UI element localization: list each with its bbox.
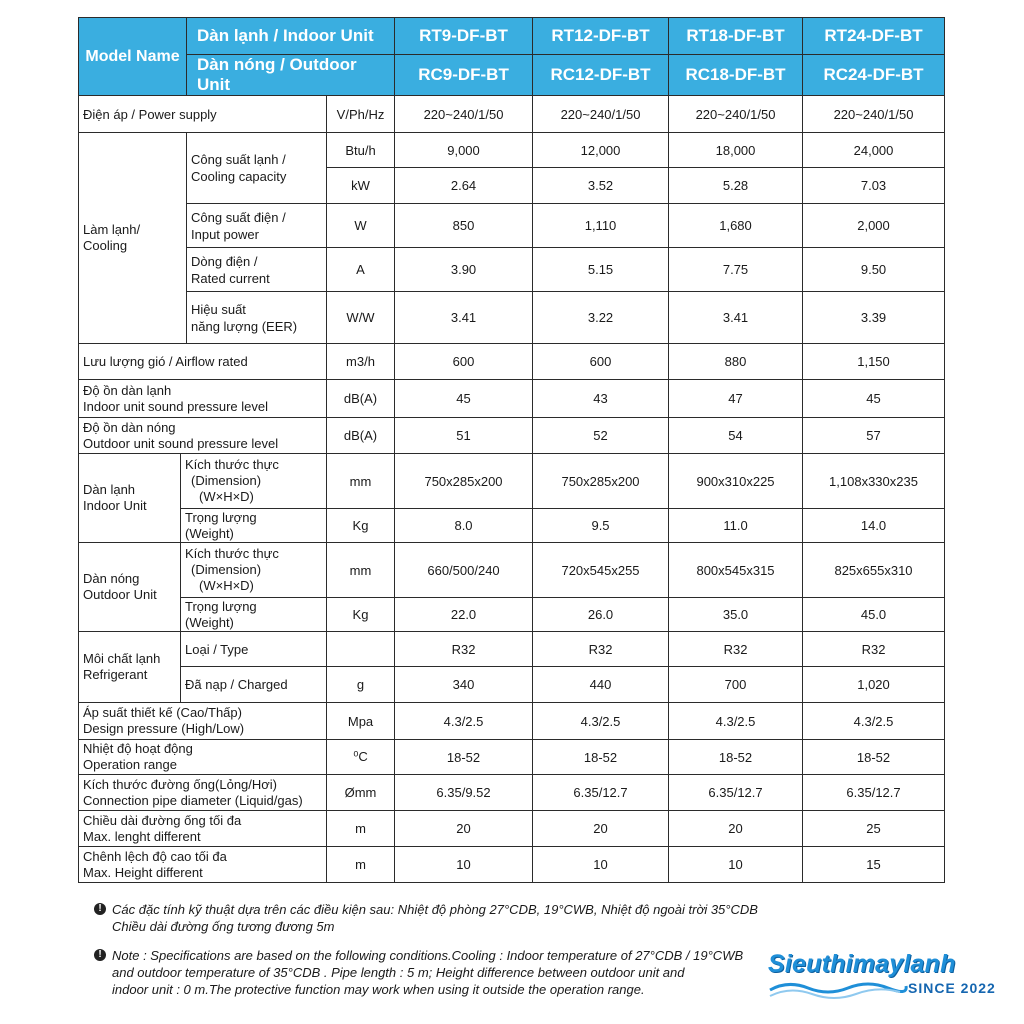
label-line: Môi chất lạnh [83, 651, 161, 666]
cell-value: 880 [669, 344, 803, 380]
cell-value: 3.41 [395, 292, 533, 344]
cell-value: 35.0 [669, 598, 803, 632]
cell-value: 52 [533, 418, 669, 454]
cell-value: 3.22 [533, 292, 669, 344]
indoor-dimension-label [181, 454, 327, 509]
cell-value: 4.3/2.5 [669, 703, 803, 740]
row-airflow [79, 344, 945, 380]
cell-value: 750x285x200 [395, 454, 533, 509]
specification-table [78, 17, 945, 883]
cell-value: 7.75 [669, 248, 803, 292]
label-line: Connection pipe diameter (Liquid/gas) [83, 792, 303, 808]
row-operation-range [79, 740, 945, 775]
indoor-model-4: RT24-DF-BT [803, 18, 945, 55]
label-line: Operation range [83, 757, 177, 772]
row-refrigerant-type [79, 632, 945, 667]
row-outdoor-dimension [79, 543, 945, 598]
label-line: (W×H×D) [199, 578, 254, 593]
cell-value: 10 [533, 847, 669, 883]
cell-value: 6.35/12.7 [669, 775, 803, 811]
unit-m: m [327, 847, 395, 883]
row-power-supply [79, 96, 945, 133]
max-length-label [79, 811, 327, 847]
indoor-model-3: RT18-DF-BT [669, 18, 803, 55]
outdoor-model-4: RC24-DF-BT [803, 55, 945, 96]
operation-range-label [79, 740, 327, 775]
cell-value: 9.5 [533, 509, 669, 543]
cell-value: 4.3/2.5 [395, 703, 533, 740]
cell-value: 10 [669, 847, 803, 883]
unit-dba: dB(A) [327, 380, 395, 418]
label-line: Outdoor Unit [83, 587, 157, 602]
cell-value: 3.39 [803, 292, 945, 344]
cell-value: 4.3/2.5 [803, 703, 945, 740]
cell-value: 20 [395, 811, 533, 847]
unit-btu: Btu/h [327, 133, 395, 168]
cell-value: 20 [533, 811, 669, 847]
cell-value: 3.52 [533, 168, 669, 204]
outdoor-model-1: RC9-DF-BT [395, 55, 533, 96]
cell-value: 24,000 [803, 133, 945, 168]
refrigerant-charged-label: Đã nạp / Charged [181, 667, 327, 703]
label-line: Áp suất thiết kế (Cao/Thấp) [83, 705, 242, 720]
cell-value: 8.0 [395, 509, 533, 543]
label-line: Dàn nóng [83, 571, 140, 586]
row-outdoor-noise [79, 418, 945, 454]
power-supply-unit: V/Ph/Hz [327, 96, 395, 133]
cell-value: 900x310x225 [669, 454, 803, 509]
indoor-unit-group-label [79, 454, 181, 543]
label-line: Công suất lạnh / [191, 152, 286, 167]
cell-value: 12,000 [533, 133, 669, 168]
unit-diameter-mm: Ømm [327, 775, 395, 811]
note-vietnamese [94, 901, 854, 935]
note-line: indoor unit : 0 m.The protective function may work when using it outside the operation range. [112, 982, 645, 997]
cell-value: 600 [533, 344, 669, 380]
unit-empty [327, 632, 395, 667]
cell-value: 51 [395, 418, 533, 454]
row-eer [79, 292, 945, 344]
cell-value: 10 [395, 847, 533, 883]
label-line: Max. lenght different [83, 828, 201, 844]
label-line: Cooling capacity [191, 169, 287, 184]
cell-value: 1,108x330x235 [803, 454, 945, 509]
note-line: Các đặc tính kỹ thuật dựa trên các điều kiện sau: Nhiệt độ phòng 27°CDB, 19°CWB, Nhiệt độ ngoài trời 35°CDB [112, 902, 758, 917]
cell-value: 54 [669, 418, 803, 454]
cell-value: 220~240/1/50 [395, 96, 533, 133]
cell-value: 2,000 [803, 204, 945, 248]
brand-name: Sieuthimaylanh [768, 950, 956, 978]
label-line: (Weight) [185, 525, 234, 541]
cell-value: 6.35/12.7 [803, 775, 945, 811]
unit-mm: mm [327, 454, 395, 509]
cell-value: 18-52 [669, 740, 803, 775]
label-line: (W×H×D) [199, 489, 254, 504]
cell-value: 18-52 [803, 740, 945, 775]
label-line: Chênh lệch độ cao tối đa [83, 848, 227, 864]
cell-value: 700 [669, 667, 803, 703]
cell-value: 825x655x310 [803, 543, 945, 598]
row-indoor-weight [79, 509, 945, 543]
label-line: Nhiệt độ hoạt động [83, 741, 193, 756]
cell-value: 5.15 [533, 248, 669, 292]
unit-kg: Kg [327, 598, 395, 632]
label-line: Kích thước đường ống(Lỏng/Hơi) [83, 776, 278, 792]
cooling-capacity-label [187, 133, 327, 204]
note-line: Chiều dài đường ống tương đương 5m [112, 919, 335, 934]
row-rated-current [79, 248, 945, 292]
cell-value: 3.41 [669, 292, 803, 344]
cell-value: 720x545x255 [533, 543, 669, 598]
cell-value: 4.3/2.5 [533, 703, 669, 740]
indoor-model-2: RT12-DF-BT [533, 18, 669, 55]
row-refrigerant-charged [79, 667, 945, 703]
cell-value: 9.50 [803, 248, 945, 292]
cell-value: 7.03 [803, 168, 945, 204]
rated-current-label [187, 248, 327, 292]
cell-value: 9,000 [395, 133, 533, 168]
label-line: Độ ồn dàn nóng [83, 419, 176, 435]
cell-value: 440 [533, 667, 669, 703]
cell-value: R32 [533, 632, 669, 667]
outdoor-unit-group-label [79, 543, 181, 632]
cell-value: 18,000 [669, 133, 803, 168]
cell-value: 45.0 [803, 598, 945, 632]
cell-value: 750x285x200 [533, 454, 669, 509]
cell-value: 47 [669, 380, 803, 418]
model-name-header: Model Name [79, 18, 187, 96]
row-input-power [79, 204, 945, 248]
unit-ww: W/W [327, 292, 395, 344]
airflow-label: Lưu lượng gió / Airflow rated [79, 344, 327, 380]
label-line: Hiệu suất [191, 301, 246, 317]
outdoor-noise-label [79, 418, 327, 454]
label-line: Input power [191, 226, 259, 242]
label-line: Max. Height different [83, 864, 203, 880]
row-design-pressure [79, 703, 945, 740]
wave-icon [768, 978, 908, 1000]
cell-value: 2.64 [395, 168, 533, 204]
cell-value: 3.90 [395, 248, 533, 292]
cell-value: 800x545x315 [669, 543, 803, 598]
unit-mm: mm [327, 543, 395, 598]
label-line: (Dimension) [191, 562, 262, 577]
cell-value: 220~240/1/50 [669, 96, 803, 133]
label-line: Indoor unit sound pressure level [83, 398, 269, 414]
label-line: Design pressure (High/Low) [83, 721, 245, 736]
label-line: Dòng điện / [191, 253, 258, 269]
unit-kg: Kg [327, 509, 395, 543]
cell-value: R32 [803, 632, 945, 667]
unit-g: g [327, 667, 395, 703]
label-line: Rated current [191, 270, 270, 286]
label-line: Độ ồn dàn lạnh [83, 382, 172, 398]
header-row-indoor [79, 18, 945, 55]
cell-value: 20 [669, 811, 803, 847]
cell-value: 660/500/240 [395, 543, 533, 598]
indoor-model-1: RT9-DF-BT [395, 18, 533, 55]
cell-value: 1,020 [803, 667, 945, 703]
unit-mpa: Mpa [327, 703, 395, 740]
row-pipe-diameter [79, 775, 945, 811]
pipe-diameter-label [79, 775, 327, 811]
label-line: Công suất điện / [191, 209, 286, 225]
brand-since: SINCE 2022 [908, 980, 996, 996]
label-line: (Weight) [185, 614, 234, 630]
label-line: (Dimension) [191, 473, 262, 488]
label-line: Kích thước thực [185, 457, 279, 472]
cell-value: 600 [395, 344, 533, 380]
row-indoor-dimension [79, 454, 945, 509]
cell-value: 1,150 [803, 344, 945, 380]
note-english [94, 947, 854, 998]
cell-value: 57 [803, 418, 945, 454]
row-max-length [79, 811, 945, 847]
power-supply-label: Điện áp / Power supply [79, 96, 327, 133]
cell-value: 25 [803, 811, 945, 847]
label-line: Trọng lượng [185, 598, 257, 614]
cell-value: 1,680 [669, 204, 803, 248]
cooling-group-label [79, 133, 187, 344]
note-line: Note : Specifications are based on the following conditions.Cooling : Indoor temperature of 27°CDB / 19°CWB [112, 948, 744, 963]
label-line: Trọng lượng [185, 509, 257, 525]
row-max-height [79, 847, 945, 883]
design-pressure-label [79, 703, 327, 740]
cell-value: R32 [669, 632, 803, 667]
unit-m3h: m3/h [327, 344, 395, 380]
label-line: năng lượng (EER) [191, 318, 298, 334]
cell-value: 5.28 [669, 168, 803, 204]
header-row-outdoor [79, 55, 945, 96]
cell-value: 45 [395, 380, 533, 418]
warning-icon: ! [94, 903, 106, 915]
refrigerant-group-label [79, 632, 181, 703]
label-line: Indoor Unit [83, 498, 147, 513]
note-line: and outdoor temperature of 35°CDB . Pipe length : 5 m; Height difference between outdoor unit and [112, 965, 685, 980]
cell-value: 11.0 [669, 509, 803, 543]
indoor-unit-header: Dàn lạnh / Indoor Unit [187, 18, 395, 55]
eer-label [187, 292, 327, 344]
cell-value: 220~240/1/50 [803, 96, 945, 133]
outdoor-weight-label [181, 598, 327, 632]
cooling-group-label-en: Cooling [83, 238, 128, 253]
unit-a: A [327, 248, 395, 292]
unit-m: m [327, 811, 395, 847]
row-cooling-capacity-btu [79, 133, 945, 168]
input-power-label [187, 204, 327, 248]
row-outdoor-weight [79, 598, 945, 632]
cell-value: 340 [395, 667, 533, 703]
cell-value: 14.0 [803, 509, 945, 543]
row-indoor-noise [79, 380, 945, 418]
cell-value: 26.0 [533, 598, 669, 632]
cell-value: 1,110 [533, 204, 669, 248]
unit-w: W [327, 204, 395, 248]
cell-value: 850 [395, 204, 533, 248]
cell-value: 15 [803, 847, 945, 883]
cell-value: 45 [803, 380, 945, 418]
max-height-label [79, 847, 327, 883]
unit-dba: dB(A) [327, 418, 395, 454]
unit-celsius: ⁰C [327, 740, 395, 775]
outdoor-unit-header: Dàn nóng / Outdoor Unit [187, 55, 395, 96]
cell-value: 18-52 [533, 740, 669, 775]
label-line: Dàn lạnh [83, 482, 136, 497]
indoor-weight-label [181, 509, 327, 543]
cell-value: 6.35/9.52 [395, 775, 533, 811]
warning-icon: ! [94, 949, 106, 961]
cell-value: 220~240/1/50 [533, 96, 669, 133]
unit-kw: kW [327, 168, 395, 204]
outdoor-model-3: RC18-DF-BT [669, 55, 803, 96]
refrigerant-type-label: Loại / Type [181, 632, 327, 667]
label-line: Outdoor unit sound pressure level [83, 435, 279, 451]
label-line: Refrigerant [83, 667, 148, 682]
label-line: Chiều dài đường ống tối đa [83, 812, 242, 828]
cell-value: 6.35/12.7 [533, 775, 669, 811]
outdoor-model-2: RC12-DF-BT [533, 55, 669, 96]
indoor-noise-label [79, 380, 327, 418]
cooling-group-label-vi: Làm lạnh/ [83, 222, 141, 237]
cell-value: 43 [533, 380, 669, 418]
cell-value: 22.0 [395, 598, 533, 632]
cell-value: 18-52 [395, 740, 533, 775]
cell-value: R32 [395, 632, 533, 667]
footnotes [94, 901, 854, 1010]
outdoor-dimension-label [181, 543, 327, 598]
brand-logo [768, 950, 998, 996]
label-line: Kích thước thực [185, 546, 279, 561]
